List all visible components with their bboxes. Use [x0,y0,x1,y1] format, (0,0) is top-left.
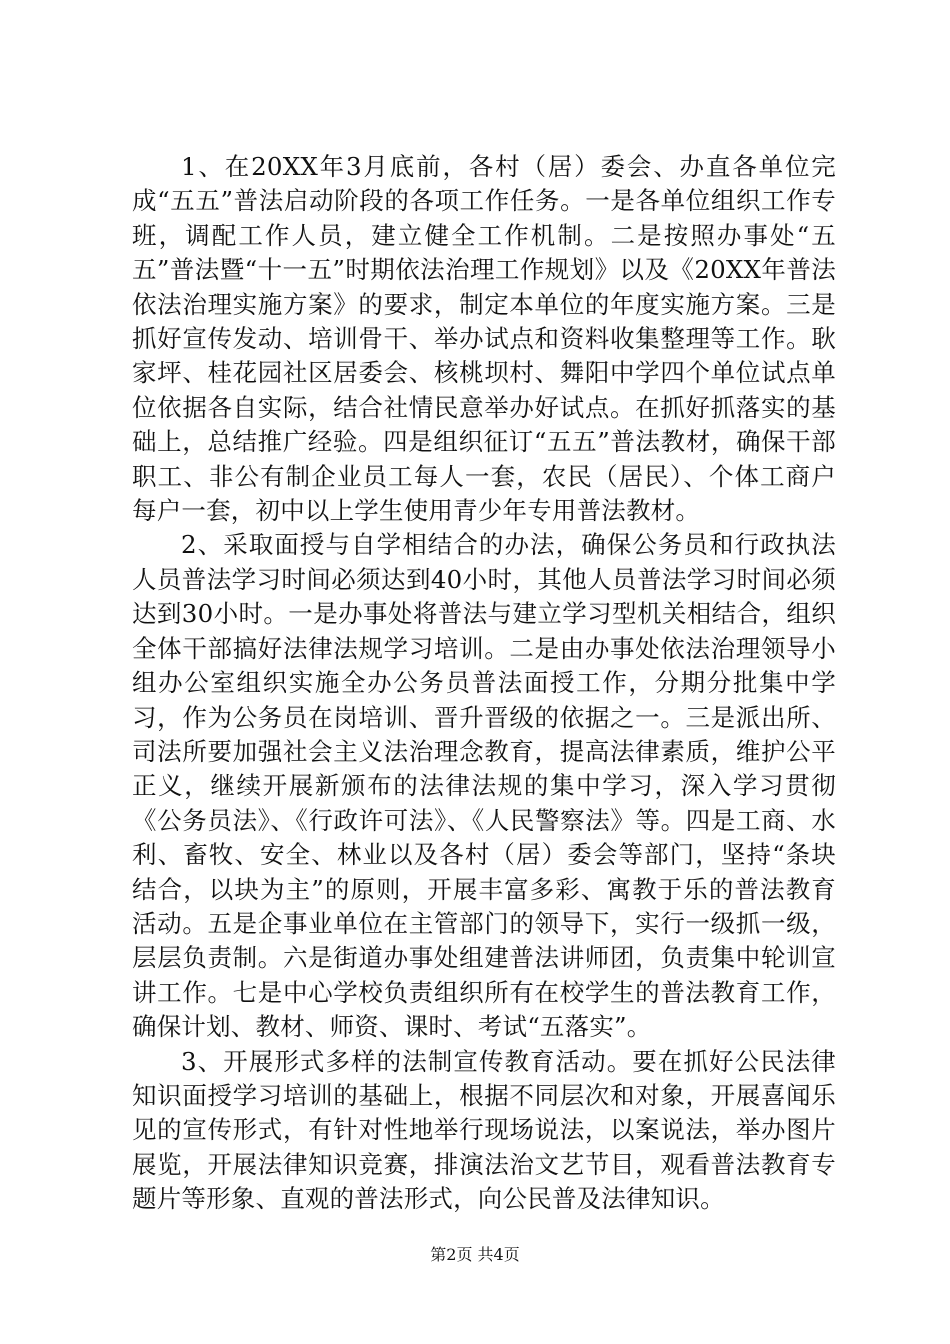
page-number-footer: 第2页 共4页 [430,1245,520,1264]
paragraph-2: 2、采取面授与自学相结合的办法，确保公务员和行政执法人员普法学习时间必须达到40小时，其他人员普法学习时间必须达到30小时。一是办事处将普法与建立学习型机关相结合，组织全体干部搞好法律法规学习培训。二是由办事处依法治理领导小组办公室组织实施全办公务员普法面授工作，分期分批集中学习，作为公务员在岗培训、晋升晋级的依据之一。三是派出所、司法所要加强社会主义法治理念教育，提高法律素质，维护公平正义，继续开展新颁布的法律法规的集中学习，深入学习贯彻《公务员法》、《行政许可法》、《人民警察法》等。四是工商、水利、畜牧、安全、林业以及各村（居）委会等部门，坚持“条块结合，以块为主”的原则，开展丰富多彩、寓教于乐的普法教育活动。五是企事业单位在主管部门的领导下，实行一级抓一级，层层负责制。六是街道办事处组建普法讲师团，负责集中轮训宣讲工作。七是中心学校负责组织所有在校学生的普法教育工作，确保计划、教材、师资、课时、考试“五落实”。 [132,530,836,1042]
document-body [132,150,836,1217]
paragraph-1: 1、在20XX年3月底前，各村（居）委会、办直各单位完成“五五”普法启动阶段的各项工作任务。一是各单位组织工作专班，调配工作人员，建立健全工作机制。二是按照办事处“五五”普法暨“十一五”时期依法治理工作规划》以及《20XX年普法依法治理实施方案》的要求，制定本单位的年度实施方案。三是抓好宣传发动、培训骨干、举办试点和资料收集整理等工作。耿家坪、桂花园社区居委会、核桃坝村、舞阳中学四个单位试点单位依据各自实际，结合社情民意举办好试点。在抓好抓落实的基础上，总结推广经验。四是组织征订“五五”普法教材，确保干部职工、非公有制企业员工每人一套，农民（居民）、个体工商户每户一套，初中以上学生使用青少年专用普法教材。 [132,152,836,526]
paragraph-3: 3、开展形式多样的法制宣传教育活动。要在抓好公民法律知识面授学习培训的基础上，根据不同层次和对象，开展喜闻乐见的宣传形式，有针对性地举行现场说法，以案说法，举办图片展览，开展法律知识竞赛，排演法治文艺节目，观看普法教育专题片等形象、直观的普法形式，向公民普及法律知识。 [132,1046,836,1214]
